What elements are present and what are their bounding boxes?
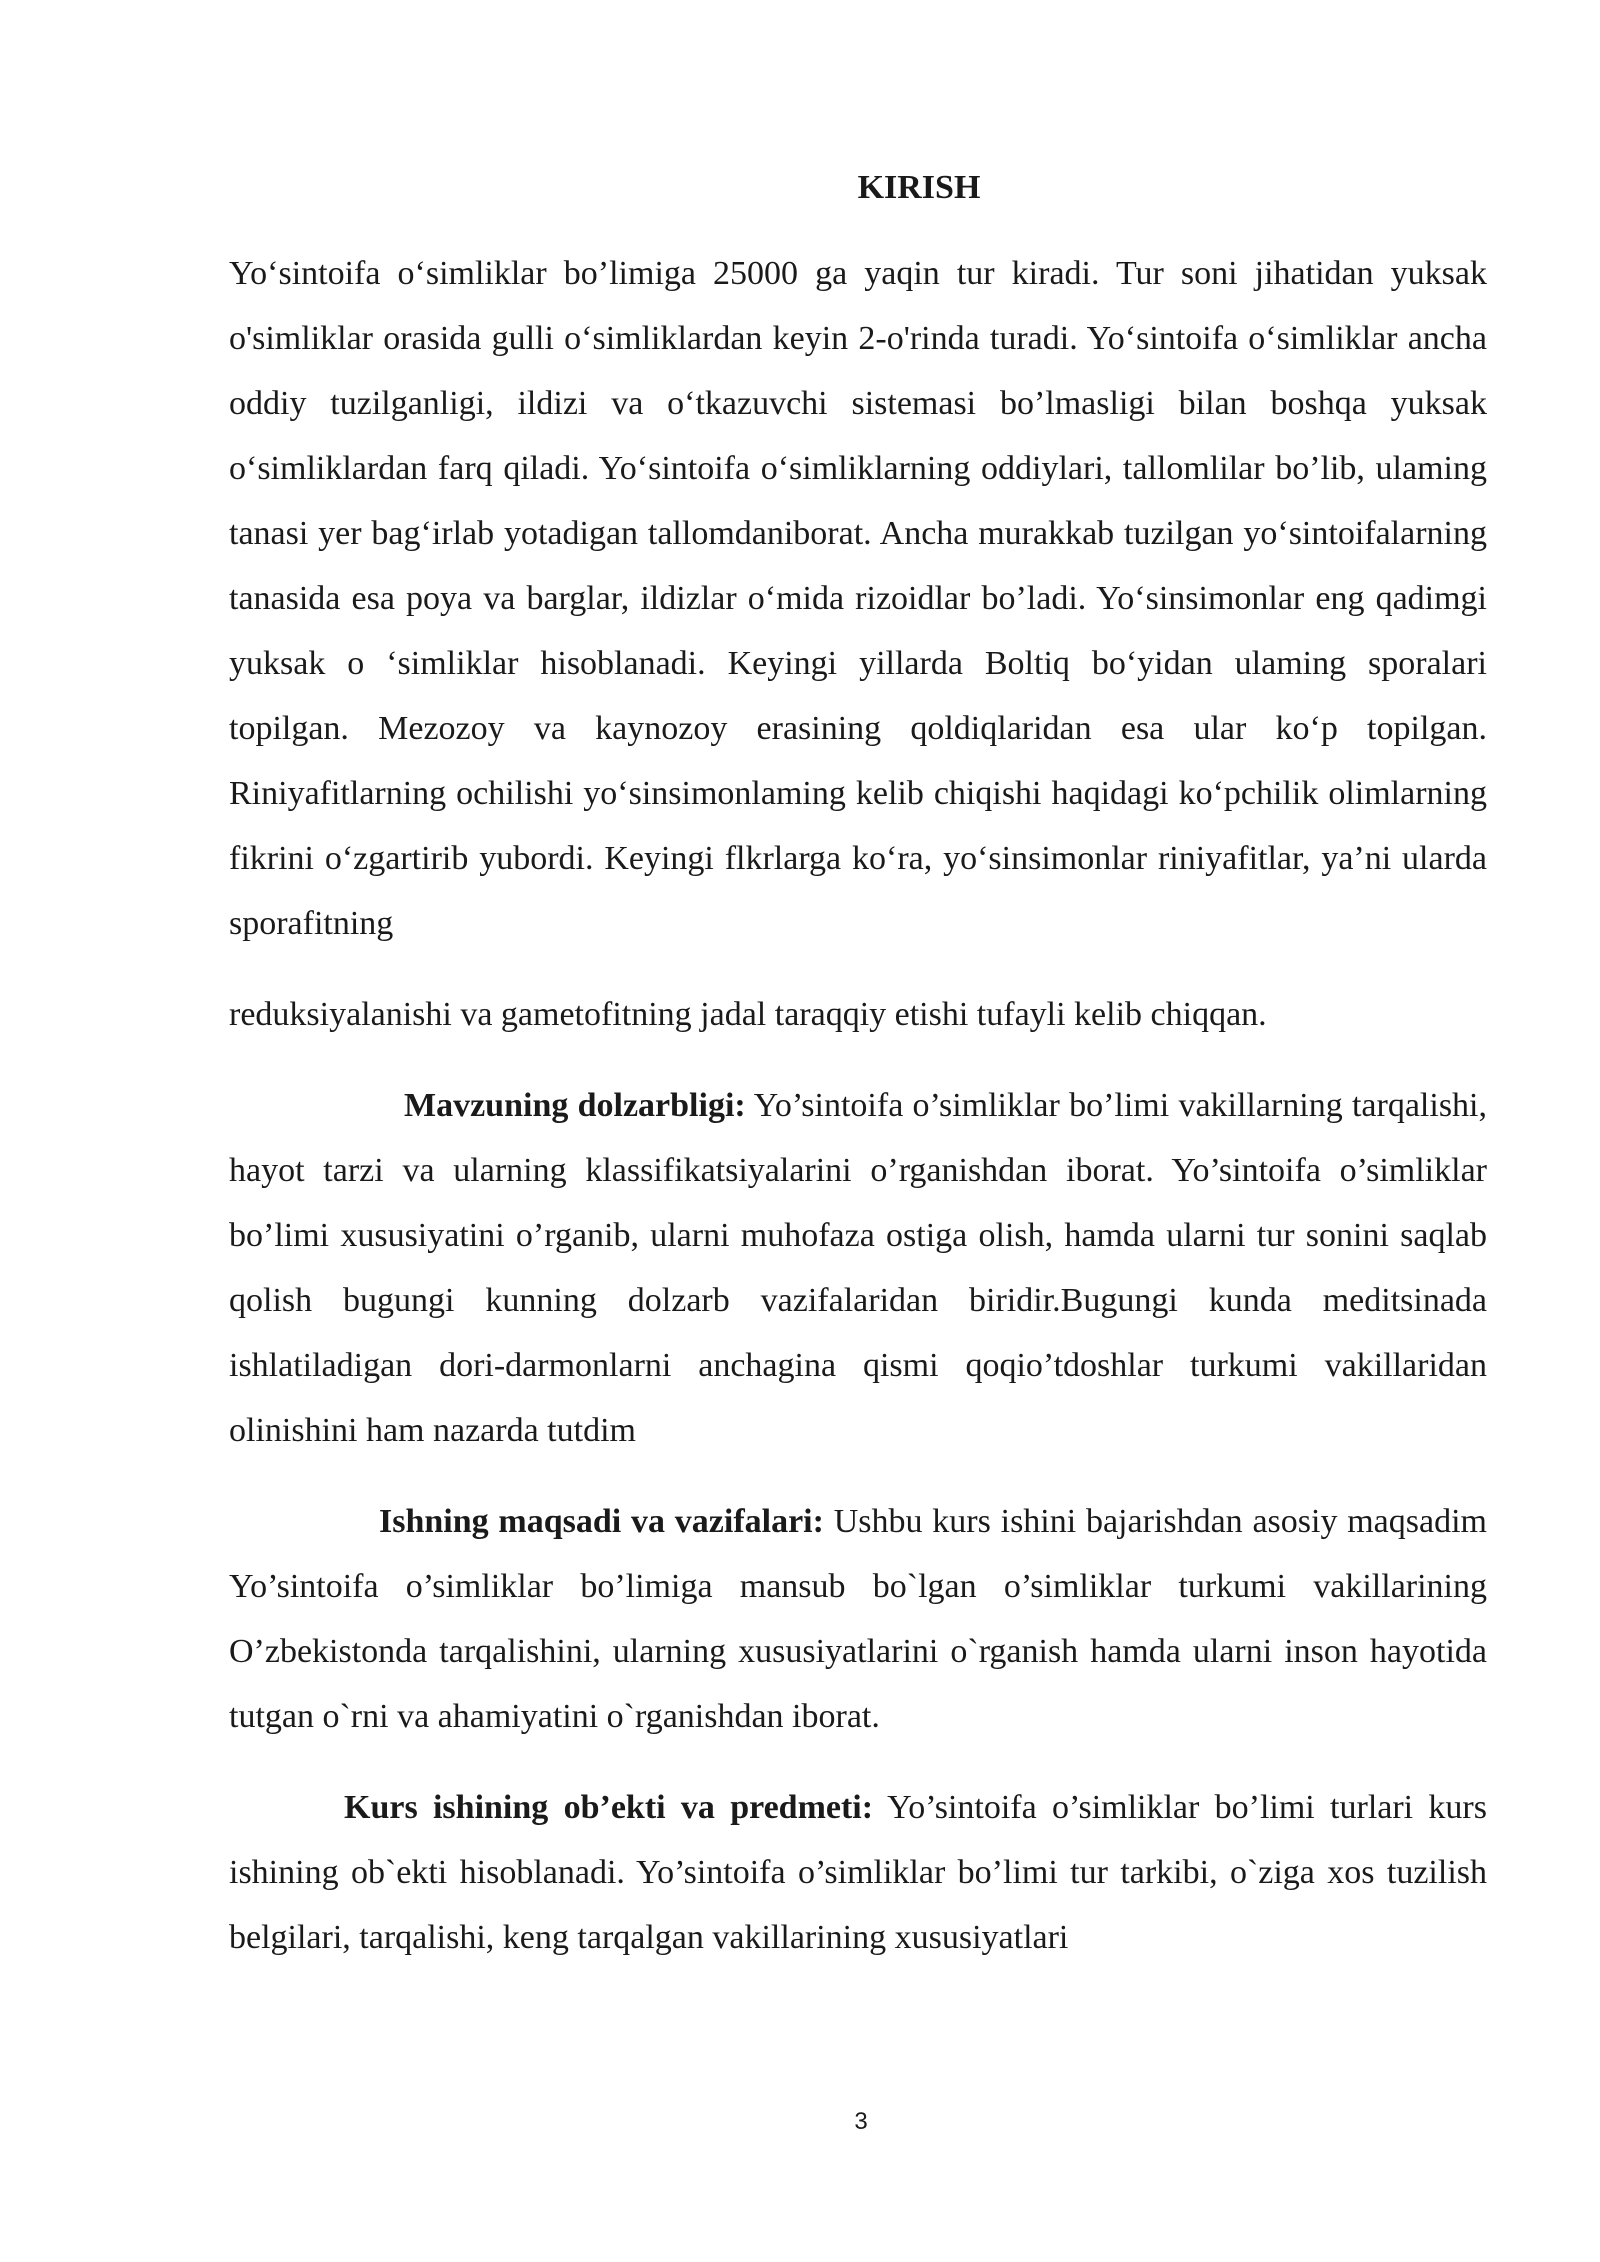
relevance-text: Yo’sintoifa o’simliklar bo’limi vakillarning tarqalishi, hayot tarzi va ularning klassifikatsiyalarini o’rganishdan iborat. Yo’sintoifa o’simliklar bo’limi xususiyatini o’rganib, ularni muhofaza ostiga olish, hamda ularni tur sonini saqlab qolish bugungi kunning dolzarb vazifalaridan biridir.Bugungi kunda meditsinada ishlatiladigan dori-darmonlarni anchagina qismi qoqio’tdoshlar turkumi vakillaridan olinishini ham nazarda tutdim [229,1087,1488,1449]
object-paragraph [229,1775,1487,1970]
intro-continued-paragraph: reduksiyalanishi va gametofitning jadal taraqqiy etishi tufayli kelib chiqqan. [229,996,1267,1033]
page-content [229,160,1487,1996]
object-text: Yo’sintoifa o’simliklar bo’limi turlari kurs ishining ob`ekti hisoblanadi. Yo’sintoifa o’simliklar bo’limi tur tarkibi, o`ziga xos tuzilish belgilari, tarqalishi, keng tarqalgan vakillarining xususiyatlari [229,1789,1487,1956]
goals-paragraph [229,1489,1487,1749]
intro-paragraph: Yo‘sintoifa o‘simliklar bo’limiga 25000 ga yaqin tur kiradi. Tur soni jihatidan yuksak o'simliklar orasida gulli o‘simliklardan keyin 2-o'rinda turadi. Yo‘sintoifa o‘simliklar ancha oddiy tuzilganligi, ildizi va o‘tkazuvchi sistemasi bo’lmasligi bilan boshqa yuksak o‘simliklardan farq qiladi. Yo‘sintoifa o‘simliklarning oddiylari, tallomlilar bo’lib, ulaming tanasi yer bag‘irlab yotadigan tallomdaniborat. Ancha murakkab tuzilgan yo‘sintoifalarning tanasida esa poya va barglar, ildizlar o‘mida rizoidlar bo’ladi. Yo‘sinsimonlar eng qadimgi yuksak o ‘simliklar hisoblanadi. Keyingi yillarda Boltiq bo‘yidan ulaming sporalari topilgan. Mezozoy va kaynozoy erasining qoldiqlaridan esa ular ko‘p topilgan. Riniyafitlarning ochilishi yo‘sinsimonlaming kelib chiqishi haqidagi ko‘pchilik olimlarning fikrini o‘zgartirib yubordi. Keyingi flkrlarga ko‘ra, yo‘sinsimonlar riniyafitlar, ya’ni ularda sporafitning [229,255,1487,942]
goals-text: Ushbu kurs ishini bajarishdan asosiy maqsadim Yo’sintoifa o’simliklar bo’limiga mansub bo`lgan o’simliklar turkumi vakillarining O’zbekistonda tarqalishini, ularning xususiyatlarini o`rganish hamda ularni inson hayotida tutgan o`rni va ahamiyatini o`rganishdan iborat. [229,1503,1487,1735]
relevance-paragraph [229,1073,1487,1463]
goals-heading: Ishning maqsadi va vazifalari: [379,1503,824,1540]
object-heading: Kurs ishining ob’ekti va predmeti: [344,1789,874,1826]
page-title: KIRISH [857,169,981,206]
relevance-heading: Mavzuning dolzarbligi: [404,1087,746,1124]
page-number: 3 [854,2108,868,2135]
